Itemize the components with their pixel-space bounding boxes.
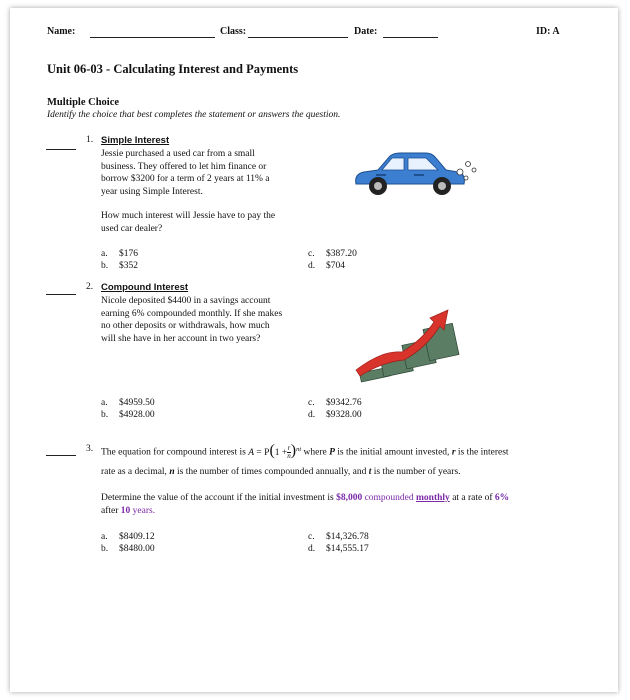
question-text: Nicole deposited $4400 in a savings account earning 6% compounded monthly. If she makes no other deposits or withdrawals, how much will she have in her account in two years? (101, 296, 283, 344)
class-blank[interactable] (248, 36, 348, 38)
question-heading: Simple Interest (101, 135, 170, 146)
option-b[interactable]: b. $4928.00 (101, 410, 155, 420)
section-heading: Multiple Choice (47, 97, 120, 108)
page-title: Unit 06-03 - Calculating Interest and Payments (47, 62, 299, 76)
option-d[interactable]: d. $14,555.17 (308, 544, 369, 554)
question-prompt: How much interest will Jessie have to pay the used car dealer? (101, 211, 276, 234)
question-heading: Compound Interest (101, 282, 189, 293)
class-label: Class: (220, 26, 247, 37)
option-a[interactable]: a. $8409.12 (101, 532, 155, 542)
answer-blank-1[interactable] (46, 148, 76, 150)
question-number: 2. (86, 282, 94, 292)
name-label: Name: (47, 26, 76, 37)
option-a[interactable]: a. $176 (101, 249, 138, 259)
option-c[interactable]: c. $9342.76 (308, 398, 362, 408)
option-c[interactable]: c. $387.20 (308, 249, 357, 259)
answer-blank-2[interactable] (46, 293, 76, 295)
option-a[interactable]: a. $4959.50 (101, 398, 155, 408)
option-b[interactable]: b. $8480.00 (101, 544, 155, 554)
date-blank[interactable] (383, 36, 438, 38)
question-text: The equation for compound interest is A = P(1 + $\frac{r}{n}$ )$^{nt}$ where P is the initial amount invested, r is the interest (101, 442, 509, 461)
question-text: Jessie purchased a used car from a small business. They offered to let him finance or borrow $3200 for a term of 2 years at 11% a year using Simple Interest. (101, 149, 270, 197)
option-b[interactable]: b. $352 (101, 261, 138, 271)
money-growth-illustration (352, 290, 472, 390)
worksheet-page (10, 8, 618, 692)
id-label: ID: A (536, 26, 560, 37)
question-number: 1. (86, 135, 94, 145)
answer-blank-3[interactable] (46, 454, 76, 456)
car-illustration (348, 148, 478, 203)
section-instructions: Identify the choice that best completes the statement or answers the question. (47, 110, 341, 120)
name-blank[interactable] (90, 36, 215, 38)
option-d[interactable]: d. $704 (308, 261, 345, 271)
compound-interest-formula: A = P(1 + $\frac{r}{n}$ )$^{nt}$ (248, 442, 302, 461)
date-label: Date: (354, 26, 378, 37)
question-prompt: Determine the value of the account if the initial investment is $8,000 compounded monthly at a rate of 6% after 10 years. (101, 493, 510, 516)
question-text-line-2: rate as a decimal, n is the number of times compounded annually, and t is the number of years. (101, 467, 461, 477)
question-number: 3. (86, 444, 94, 454)
option-c[interactable]: c. $14,326.78 (308, 532, 369, 542)
option-d[interactable]: d. $9328.00 (308, 410, 362, 420)
